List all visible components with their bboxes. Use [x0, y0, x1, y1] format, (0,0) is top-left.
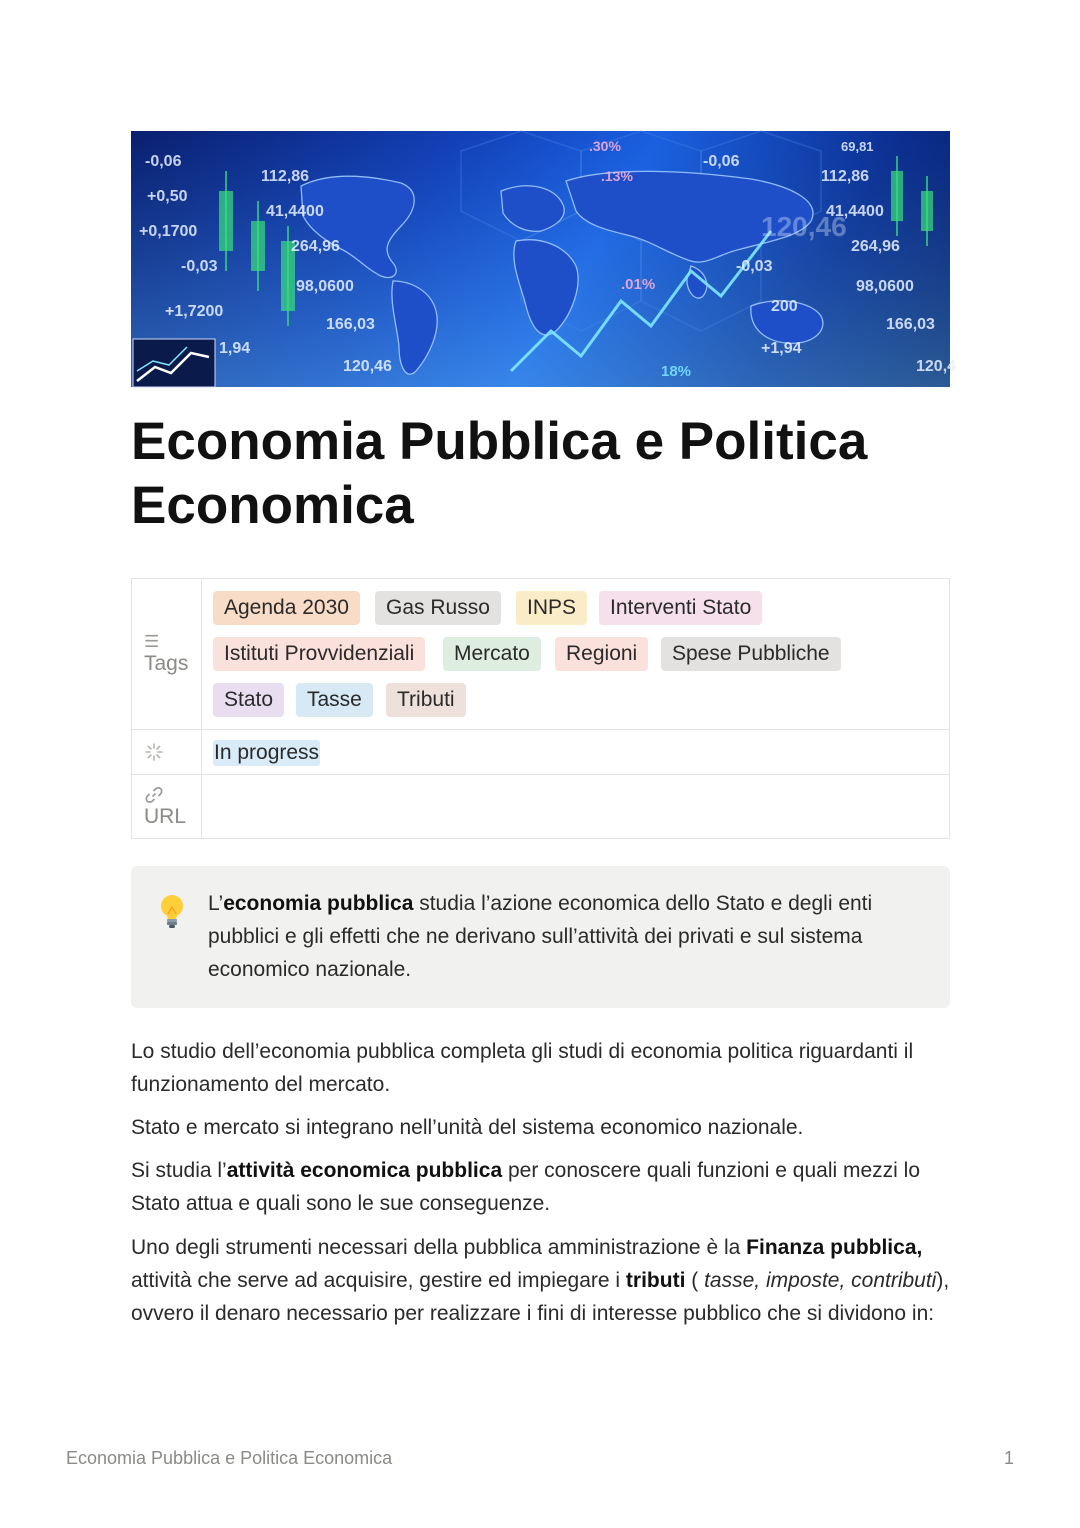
cover-number: 18% [661, 363, 692, 380]
cover-number: 264,96 [291, 238, 340, 255]
tag-mercato[interactable]: Mercato [443, 637, 541, 671]
cover-number: 264,96 [851, 238, 900, 255]
tag-interventi-stato[interactable]: Interventi Stato [599, 591, 762, 625]
cover-number: 112,86 [821, 168, 870, 185]
cover-number: .30% [589, 138, 621, 154]
page-title: Economia Pubblica e Politica Economica [131, 412, 868, 535]
cover-number: +1,7200 [165, 303, 224, 320]
properties-table [131, 578, 950, 839]
cover-number: 120,46 [761, 211, 847, 242]
callout-block [131, 866, 950, 1008]
cover-number: 112,86 [261, 168, 310, 185]
cover-number: 200 [771, 298, 798, 315]
property-label-url[interactable] [132, 775, 202, 839]
tag-agenda-2030[interactable]: Agenda 2030 [213, 591, 360, 625]
cover-logo [133, 339, 215, 387]
callout-text: L’economia pubblica studia l’azione economica dello Stato e degli enti pubblici e gli effetti che ne derivano sull’attività dei privati e sul sistema economico nazionale. [208, 892, 873, 981]
cover-number: -0,03 [181, 258, 218, 275]
cover-number: 98,0600 [856, 278, 914, 295]
paragraph-4: Uno degli strumenti necessari della pubblica amministrazione è la Finanza pubblica, attività che serve ad acquisire, gestire ed impiegare i tributi ( tasse, imposte, contributi), ovvero il denaro necessario per realizzare i fini di interesse pubblico che si dividono in: [131, 1236, 950, 1325]
url-label-text: URL [144, 805, 187, 828]
property-label-status[interactable] [132, 730, 202, 774]
tag-tasse[interactable]: Tasse [296, 683, 373, 717]
cover-number: 1,94 [219, 340, 251, 357]
cover-number: 166,03 [886, 316, 935, 333]
cover-number: 98,0600 [296, 278, 354, 295]
tag-stato[interactable]: Stato [213, 683, 284, 717]
cover-image [131, 131, 957, 387]
cover-number: +0,50 [147, 188, 188, 205]
status-value[interactable] [213, 730, 941, 774]
tag-tributi[interactable]: Tributi [386, 683, 466, 717]
property-row-tags [132, 579, 949, 730]
link-icon [144, 785, 164, 805]
property-row-status [132, 730, 949, 775]
tag-inps[interactable]: INPS [516, 591, 587, 625]
cover-number: -0,06 [145, 153, 182, 170]
url-value[interactable] [213, 775, 941, 839]
cover-number: +0,1700 [139, 223, 198, 240]
cover-number: 41,4400 [266, 203, 324, 220]
cover-number: -0,03 [736, 258, 773, 275]
list-icon: ☰ [144, 632, 160, 651]
property-row-url [132, 775, 949, 839]
cover-number: -0,06 [703, 153, 740, 170]
paragraph-3: Si studia l’attività economica pubblica per conoscere quali funzioni e quali mezzi lo Stato attua e quali sono le sue conseguenze. [131, 1159, 921, 1215]
tags-label-text: Tags [144, 652, 189, 675]
tag-gas-russo[interactable]: Gas Russo [375, 591, 501, 625]
property-label-tags[interactable] [132, 579, 202, 729]
tags-value[interactable] [213, 579, 941, 729]
lightbulb-icon [155, 892, 189, 932]
cover-number: +1,94 [761, 340, 802, 357]
cover-number: 69,81 [841, 139, 874, 154]
tag-spese-pubbliche[interactable]: Spese Pubbliche [661, 637, 841, 671]
cover-number: 41,4400 [826, 203, 884, 220]
paragraph-1: Lo studio dell’economia pubblica completa gli studi di economia politica riguardanti il funzionamento del mercato. [131, 1040, 914, 1096]
tag-regioni[interactable]: Regioni [555, 637, 648, 671]
status-badge[interactable]: In progress [214, 741, 320, 764]
cover-illustration [131, 131, 957, 387]
cover-number: .13% [601, 168, 633, 184]
cover-number: .01% [621, 276, 656, 293]
paragraph-2: Stato e mercato si integrano nell’unità del sistema economico nazionale. [131, 1116, 804, 1139]
cover-number: 120,46 [343, 358, 392, 375]
page-number: 1 [1004, 1448, 1015, 1468]
footer-title: Economia Pubblica e Politica Economica [66, 1448, 393, 1468]
loading-icon [144, 742, 164, 762]
cover-number: 166,03 [326, 316, 375, 333]
cover-number: 120,4 [916, 358, 957, 375]
tag-istituti-provvidenziali[interactable]: Istituti Provvidenziali [213, 637, 425, 671]
